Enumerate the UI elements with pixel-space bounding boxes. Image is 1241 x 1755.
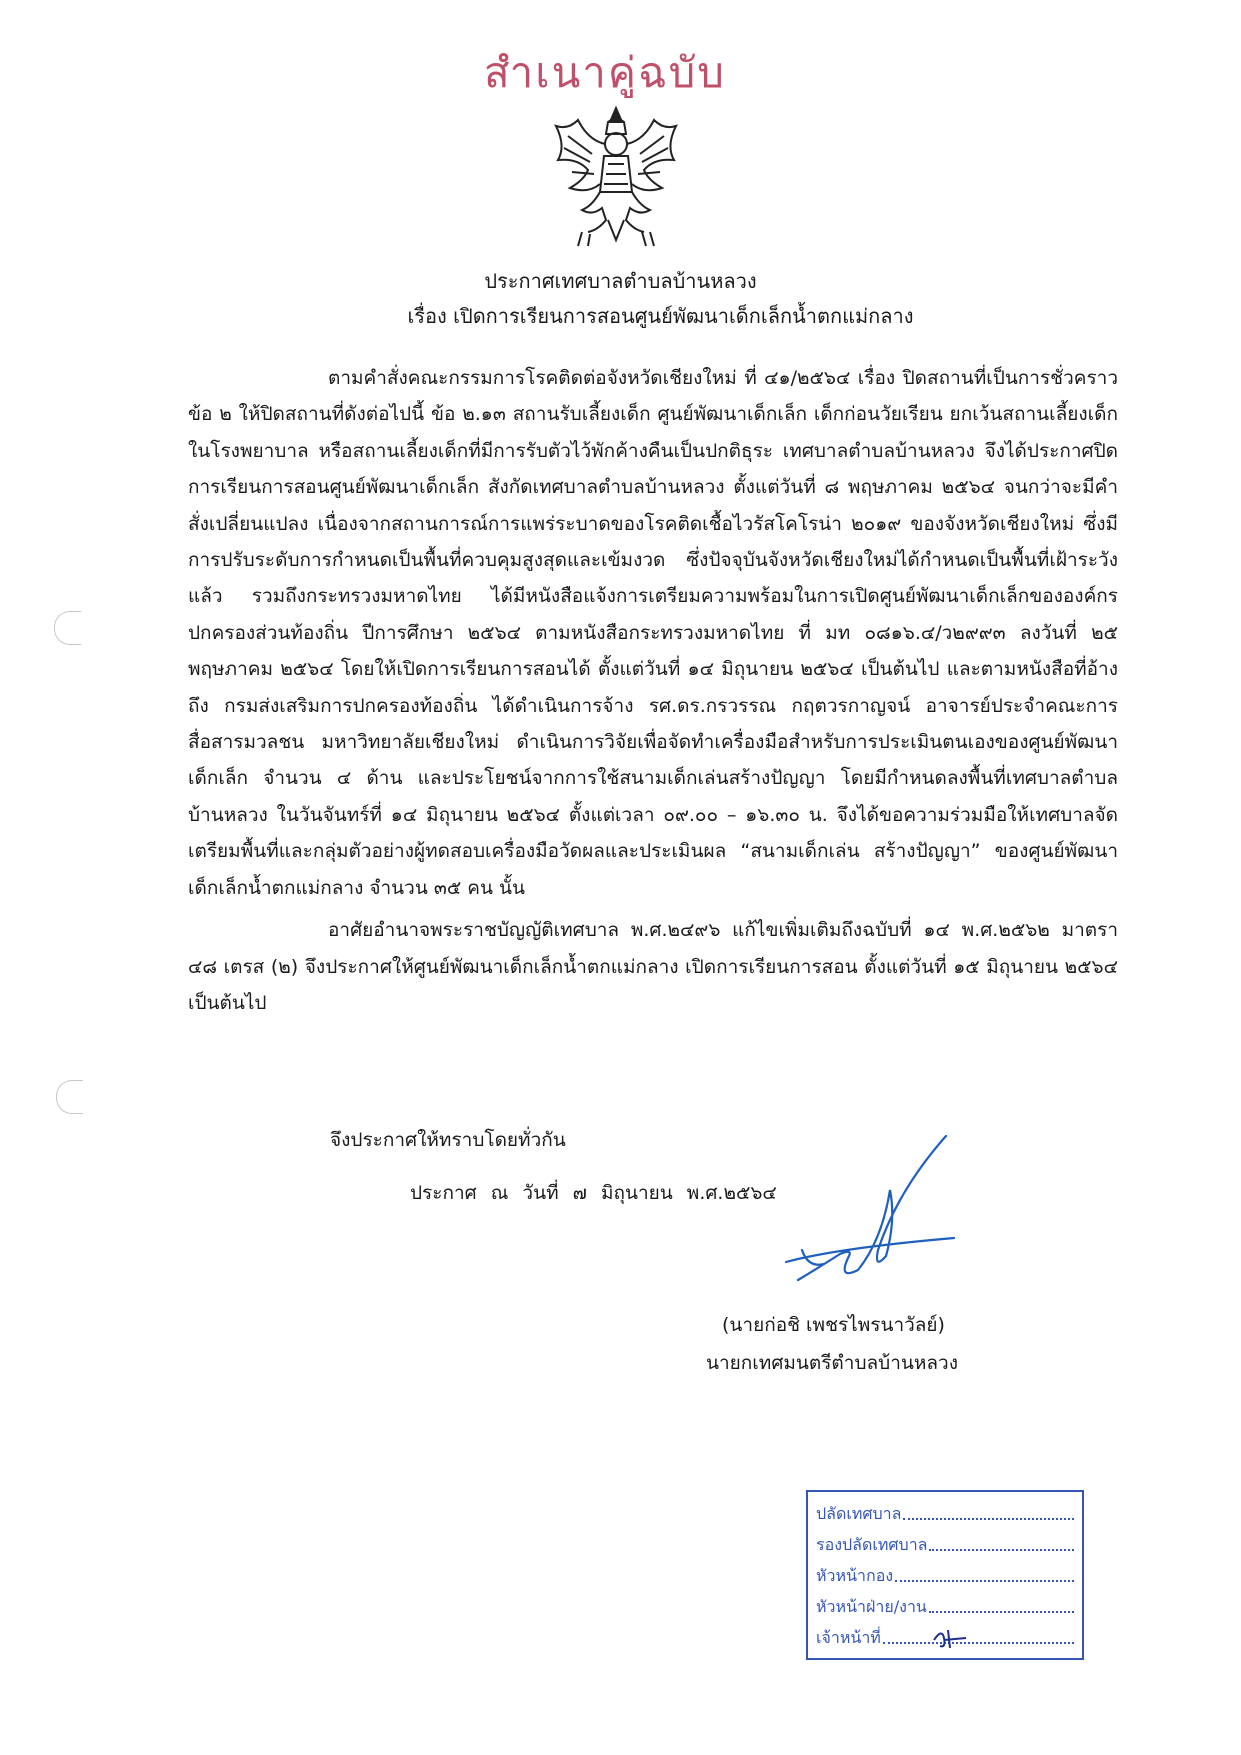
dotted-line: [895, 1560, 1074, 1582]
closing-statement: จึงประกาศให้ทราบโดยทั่วกัน: [330, 1129, 566, 1151]
body-paragraph-2: อาศัยอำนาจพระราชบัญญัติเทศบาล พ.ศ.๒๔๙๖ แก้ไขเพิ่มเติมถึงฉบับที่ ๑๔ พ.ศ.๒๕๖๒ มาตรา ๔๘ เตรส (๒) จึงประกาศให้ศูนย์พัฒนาเด็กเล็กน้ำตกแม่กลาง เปิดการเรียนการสอน ตั้งแต่วันที่ ๑๕ มิถุนายน ๒๕๖๔ เป็นต้นไป: [188, 919, 1118, 1014]
dotted-line: [929, 1591, 1074, 1613]
body-paragraph-1: ตามคำสั่งคณะกรรมการโรคติดต่อจังหวัดเชียงใหม่ ที่ ๔๑/๒๕๖๔ เรื่อง ปิดสถานที่เป็นการชั่วคราว ข้อ ๒ ให้ปิดสถานที่ดังต่อไปนี้ ข้อ ๒.๑๓ สถานรับเลี้ยงเด็ก ศูนย์พัฒนาเด็กเล็ก เด็กก่อนวัยเรียน ยกเว้นสถานเลี้ยงเด็ก ในโรงพยาบาล หรือสถานเลี้ยงเด็กที่มีการรับตัวไว้พักค้างคืนเป็นปกติธุระ เทศบาลตำบลบ้านหลวง จึงได้ประกาศปิดการเรียนการสอนศูนย์พัฒนาเด็กเล็ก สังกัดเทศบาลตำบลบ้านหลวง ตั้งแต่วันที่ ๘ พฤษภาคม ๒๕๖๔ จนกว่าจะมีคำสั่งเปลี่ยนแปลง เนื่องจากสถานการณ์การแพร่ระบาดของโรคติดเชื้อไวรัสโคโรน่า ๒๐๑๙ ของจังหวัดเชียงใหม่ ซึ่งมีการปรับระดับการกำหนดเป็นพื้นที่ควบคุมสูงสุดและเข้มงวด ซึ่งปัจจุบันจังหวัดเชียงใหม่ได้กำหนดเป็นพื้นที่เฝ้าระวังแล้ว รวมถึงกระทรวงมหาดไทย ได้มีหนังสือแจ้งการเตรียมความพร้อมในการเปิดศูนย์พัฒนาเด็กเล็กขององค์กรปกครองส่วนท้องถิ่น ปีการศึกษา ๒๕๖๔ ตามหนังสือกระทรวงมหาดไทย ที่ มท ๐๘๑๖.๔/ว๒๙๙๓ ลงวันที่ ๒๕ พฤษภาคม ๒๕๖๔ โดยให้เปิดการเรียนการสอนได้ ตั้งแต่วันที่ ๑๔ มิถุนายน ๒๕๖๔ เป็นต้นไป และตามหนังสือที่อ้างถึง กรมส่งเสริมการปกครองท้องถิ่น ได้ดำเนินการจ้าง รศ.ดร.กรวรรณ กฤตวรกาญจน์ อาจารย์ประจำคณะการสื่อสารมวลชน มหาวิทยาลัยเชียงใหม่ ดำเนินการวิจัยเพื่อจัดทำเครื่องมือสำหรับการประเมินตนเองของศูนย์พัฒนาเด็กเล็ก จำนวน ๔ ด้าน และประโยชน์จากการใช้สนามเด็กเล่นสร้างปัญญา โดยมีกำหนดลงพื้นที่เทศบาลตำบลบ้านหลวง ในวันจันทร์ที่ ๑๔ มิถุนายน ๒๕๖๔ ตั้งแต่เวลา ๐๙.๐๐ – ๑๖.๓๐ น. จึงได้ขอความร่วมมือให้เทศบาลจัดเตรียมพื้นที่และกลุ่มตัวอย่างผู้ทดสอบเครื่องมือวัดผลและประเมินผล “สนามเด็กเล่น สร้างปัญญา” ของศูนย์พัฒนาเด็กเล็กน้ำตกแม่กลาง จำนวน ๓๕ คน นั้น: [188, 367, 1118, 899]
garuda-emblem-icon: [548, 100, 684, 250]
officer-initials: [930, 1624, 970, 1652]
announcement-date: ประกาศ ณ วันที่ ๗ มิถุนายน พ.ศ.๒๕๖๔: [410, 1182, 777, 1204]
routing-row-label: เจ้าหน้าที่: [816, 1628, 881, 1647]
routing-row-label: รองปลัดเทศบาล: [816, 1535, 928, 1554]
dotted-line: [903, 1498, 1074, 1520]
routing-row-deputy-clerk: [816, 1529, 1074, 1560]
handwritten-signature: [778, 1130, 958, 1290]
announcement-subject: เรื่อง เปิดการเรียนการสอนศูนย์พัฒนาเด็กเล็กน้ำตกแม่กลาง: [407, 304, 914, 328]
signer-name: (นายก่อชิ เพชรไพรนาวัลย์): [722, 1314, 945, 1336]
routing-row-label: หัวหน้าฝ่าย/งาน: [816, 1597, 927, 1616]
punch-hole: [54, 611, 81, 645]
announcement-title: ประกาศเทศบาลตำบลบ้านหลวง: [484, 269, 757, 293]
routing-row-label: หัวหน้ากอง: [816, 1566, 894, 1585]
copy-stamp: สำเนาคู่ฉบับ: [484, 48, 726, 97]
routing-row-chief-clerk: [816, 1498, 1074, 1529]
dotted-line: [883, 1622, 1074, 1644]
announcement-body: [188, 360, 1118, 1021]
routing-row-division-head: [816, 1560, 1074, 1591]
dotted-line: [929, 1529, 1074, 1551]
routing-row-label: ปลัดเทศบาล: [816, 1504, 902, 1523]
routing-row-section-head: [816, 1591, 1074, 1622]
signer-title: นายกเทศมนตรีตำบลบ้านหลวง: [706, 1352, 958, 1374]
punch-hole: [56, 1080, 83, 1114]
